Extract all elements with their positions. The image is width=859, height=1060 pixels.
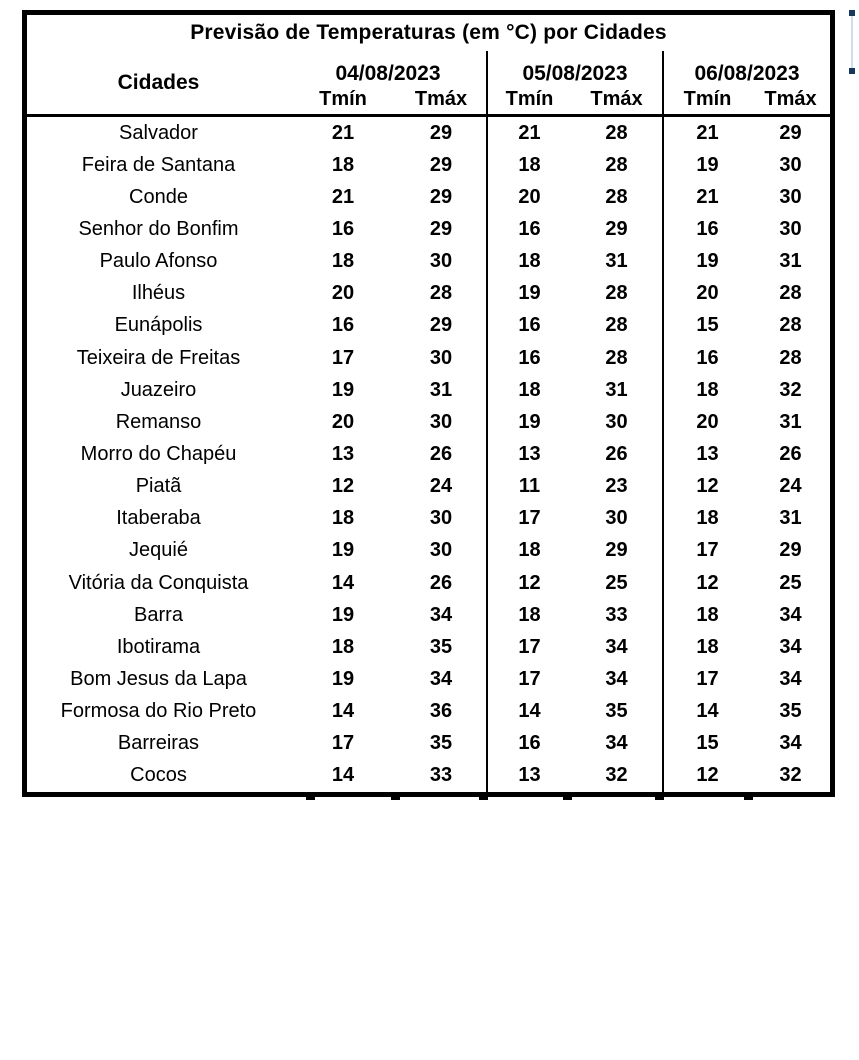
table-row: [27, 310, 830, 342]
temp-value: 18: [331, 507, 355, 530]
temp-value: 30: [429, 539, 453, 562]
temp-value: 28: [779, 282, 802, 305]
tmax-header-3: Tmáx: [764, 88, 817, 110]
temp-value: 28: [605, 185, 628, 208]
temp-value: 33: [605, 603, 628, 626]
temp-value: 29: [429, 185, 453, 208]
temp-value: 34: [605, 667, 628, 690]
tmax-header-2: Tmáx: [590, 88, 643, 110]
temp-value: 30: [429, 250, 453, 273]
temp-value: 31: [779, 410, 802, 433]
temp-value: 21: [662, 117, 751, 149]
temp-value: 31: [779, 507, 802, 530]
temp-value: 29: [605, 217, 628, 240]
temp-value: 23: [605, 475, 628, 498]
temp-value: 29: [779, 539, 802, 562]
temp-value: 29: [779, 121, 802, 144]
temp-value: 28: [429, 282, 453, 305]
city-name: Juazeiro: [120, 378, 197, 401]
temp-value: 28: [779, 346, 802, 369]
table-row: [27, 471, 830, 503]
table-row: [27, 438, 830, 470]
temp-value: 17: [486, 663, 571, 695]
city-name: Itaberaba: [116, 507, 201, 530]
city-name: Ilhéus: [131, 282, 186, 305]
temp-value: 16: [486, 342, 571, 374]
temp-value: 18: [662, 631, 751, 663]
city-name: Remanso: [115, 410, 202, 433]
temp-value: 12: [662, 760, 751, 792]
temp-value: 34: [779, 667, 802, 690]
temp-value: 30: [429, 507, 453, 530]
temp-value: 14: [331, 764, 355, 787]
date-header-2: 05/08/2023: [486, 51, 662, 85]
border-tick: [391, 797, 400, 800]
city-name: Barra: [134, 603, 183, 626]
temp-value: 13: [486, 760, 571, 792]
temp-value: 29: [429, 314, 453, 337]
temp-value: 14: [662, 696, 751, 728]
temp-value: 20: [331, 410, 355, 433]
table-row: [27, 535, 830, 567]
temp-value: 11: [486, 471, 571, 503]
temp-value: 20: [486, 181, 571, 213]
temp-value: 28: [605, 282, 628, 305]
city-name: Ibotirama: [116, 635, 201, 658]
temp-value: 26: [429, 571, 453, 594]
temp-value: 29: [429, 217, 453, 240]
temp-value: 25: [605, 571, 628, 594]
table-row: [27, 631, 830, 663]
temp-value: 14: [331, 571, 355, 594]
temp-value: 18: [331, 250, 355, 273]
temp-value: 18: [486, 599, 571, 631]
table-row: [27, 663, 830, 695]
temp-value: 17: [486, 503, 571, 535]
temp-value: 12: [331, 475, 355, 498]
temp-value: 34: [779, 732, 802, 755]
temp-value: 34: [429, 603, 453, 626]
temp-value: 14: [486, 696, 571, 728]
temp-value: 18: [331, 153, 355, 176]
temp-value: 17: [331, 346, 355, 369]
temp-value: 19: [331, 667, 355, 690]
temp-value: 21: [486, 117, 571, 149]
temp-value: 18: [662, 503, 751, 535]
city-name: Formosa do Rio Preto: [60, 700, 257, 723]
table-row: [27, 117, 830, 149]
temp-value: 30: [429, 410, 453, 433]
table-row: [27, 503, 830, 535]
temp-value: 14: [331, 700, 355, 723]
temp-value: 18: [486, 149, 571, 181]
temp-value: 15: [662, 728, 751, 760]
temp-value: 16: [331, 217, 355, 240]
table-row: [27, 213, 830, 245]
city-name: Jequié: [129, 539, 188, 562]
table-row: [27, 374, 830, 406]
temp-value: 16: [662, 213, 751, 245]
temp-value: 13: [331, 442, 355, 465]
city-name: Conde: [129, 185, 188, 208]
temp-value: 29: [429, 153, 453, 176]
table-row: [27, 342, 830, 374]
temp-value: 19: [331, 378, 355, 401]
temp-value: 26: [779, 442, 802, 465]
temp-value: 19: [331, 603, 355, 626]
tmin-header-2: Tmín: [486, 85, 571, 114]
temp-value: 30: [429, 346, 453, 369]
city-name: Paulo Afonso: [99, 250, 218, 273]
temp-value: 31: [605, 250, 628, 273]
temp-value: 28: [779, 314, 802, 337]
date-header-3: 06/08/2023: [662, 51, 830, 85]
city-name: Bom Jesus da Lapa: [70, 667, 247, 690]
border-tick: [563, 797, 572, 800]
temp-value: 31: [779, 250, 802, 273]
date-header-1: 04/08/2023: [335, 61, 441, 85]
temp-value: 34: [605, 732, 628, 755]
temp-value: 18: [331, 635, 355, 658]
temp-value: 25: [779, 571, 802, 594]
temp-value: 17: [486, 631, 571, 663]
temp-value: 18: [662, 374, 751, 406]
temp-value: 31: [605, 378, 628, 401]
temp-value: 36: [429, 700, 453, 723]
tmax-header-1: Tmáx: [414, 88, 468, 110]
selection-handle[interactable]: [849, 10, 855, 74]
temp-value: 29: [605, 539, 628, 562]
temp-value: 21: [331, 185, 355, 208]
temp-value: 21: [662, 181, 751, 213]
selection-handle-cap-top[interactable]: [849, 10, 855, 16]
temp-value: 20: [662, 406, 751, 438]
selection-handle-cap-bottom[interactable]: [849, 68, 855, 74]
temp-value: 18: [486, 535, 571, 567]
table-row: [27, 760, 830, 792]
border-tick: [479, 797, 488, 800]
temp-value: 34: [779, 635, 802, 658]
temp-value: 12: [662, 567, 751, 599]
table-row: [27, 149, 830, 181]
selection-handle-line: [851, 12, 853, 72]
temp-value: 17: [331, 732, 355, 755]
city-name: Piatã: [135, 475, 182, 498]
temp-value: 34: [779, 603, 802, 626]
temp-value: 28: [605, 346, 628, 369]
temp-value: 35: [779, 700, 802, 723]
temp-value: 28: [605, 314, 628, 337]
tmin-header-1: Tmín: [319, 88, 367, 110]
temp-value: 35: [429, 635, 453, 658]
temp-value: 18: [486, 374, 571, 406]
table-row: [27, 567, 830, 599]
temp-value: 26: [605, 442, 628, 465]
city-name: Eunápolis: [114, 314, 203, 337]
border-tick: [744, 797, 753, 800]
table-row: [27, 406, 830, 438]
temp-value: 30: [605, 507, 628, 530]
temp-value: 30: [779, 153, 802, 176]
temp-value: 24: [429, 475, 453, 498]
temp-value: 34: [429, 667, 453, 690]
temp-value: 28: [605, 153, 628, 176]
temp-value: 29: [429, 121, 453, 144]
temp-value: 17: [662, 535, 751, 567]
temp-value: 16: [486, 728, 571, 760]
city-name: Barreiras: [117, 732, 200, 755]
temp-value: 16: [331, 314, 355, 337]
temp-value: 19: [331, 539, 355, 562]
temp-value: 35: [429, 732, 453, 755]
temp-value: 16: [486, 213, 571, 245]
temp-value: 19: [486, 406, 571, 438]
city-name: Vitória da Conquista: [68, 571, 249, 594]
temp-value: 18: [486, 246, 571, 278]
city-name: Salvador: [119, 121, 198, 144]
forecast-table[interactable]: [22, 10, 835, 797]
temp-value: 19: [662, 246, 751, 278]
city-name: Cocos: [130, 764, 187, 787]
city-name: Senhor do Bonfim: [78, 217, 239, 240]
temp-value: 30: [779, 217, 802, 240]
temp-value: 33: [429, 764, 453, 787]
temp-value: 18: [662, 599, 751, 631]
table-row: [27, 728, 830, 760]
temp-value: 30: [779, 185, 802, 208]
temp-value: 32: [779, 378, 802, 401]
table-row: [27, 599, 830, 631]
temp-value: 26: [429, 442, 453, 465]
temp-value: 28: [605, 121, 628, 144]
temp-value: 20: [662, 278, 751, 310]
temp-value: 19: [486, 278, 571, 310]
temp-value: 17: [662, 663, 751, 695]
table-row: [27, 246, 830, 278]
city-name: Feira de Santana: [81, 153, 236, 176]
temp-value: 16: [486, 310, 571, 342]
border-tick: [655, 797, 664, 800]
temp-value: 19: [662, 149, 751, 181]
temp-value: 12: [662, 471, 751, 503]
temp-value: 32: [605, 764, 628, 787]
city-column-header: Cidades: [117, 70, 200, 94]
temp-value: 30: [605, 410, 628, 433]
border-tick: [306, 797, 315, 800]
table-row: [27, 278, 830, 310]
temp-value: 15: [662, 310, 751, 342]
table-body: [27, 117, 830, 792]
table-header: [27, 51, 830, 117]
temp-value: 13: [486, 438, 571, 470]
city-name: Teixeira de Freitas: [76, 346, 241, 369]
temp-value: 32: [779, 764, 802, 787]
tmin-header-3: Tmín: [662, 85, 751, 114]
temp-value: 34: [605, 635, 628, 658]
temp-value: 24: [779, 475, 802, 498]
table-title: Previsão de Temperaturas (em °C) por Cidades: [190, 21, 667, 44]
city-name: Morro do Chapéu: [80, 442, 237, 465]
temp-value: 20: [331, 282, 355, 305]
temp-value: 12: [486, 567, 571, 599]
temp-value: 16: [662, 342, 751, 374]
temp-value: 31: [429, 378, 453, 401]
temp-value: 21: [331, 121, 355, 144]
table-row: [27, 181, 830, 213]
temp-value: 35: [605, 700, 628, 723]
temp-value: 13: [662, 438, 751, 470]
table-row: [27, 696, 830, 728]
